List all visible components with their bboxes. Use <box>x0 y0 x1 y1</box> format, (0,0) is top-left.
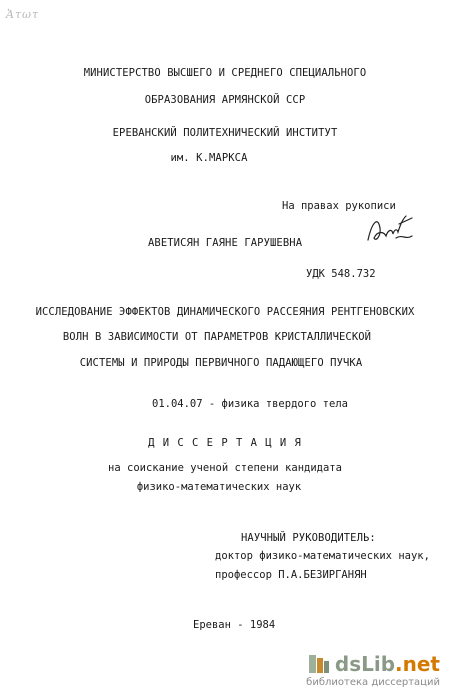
title-line-2: ВОЛН В ЗАВИСИМОСТИ ОТ ПАРАМЕТРОВ КРИСТАЛЛИЧЕСКОЙ <box>62 331 372 343</box>
rights-note: На правах рукописи <box>282 200 396 212</box>
author-name: АВЕТИСЯН ГАЯНЕ ГАРУШЕВНА <box>148 237 303 249</box>
watermark-brand-main: dsLib <box>334 652 396 676</box>
title-line-1: ИССЛЕДОВАНИЕ ЭФФЕКТОВ ДИНАМИЧЕСКОГО РАССЕЯНИЯ РЕНТГЕНОВСКИХ <box>35 306 415 318</box>
udk-code: УДК 548.732 <box>306 268 376 280</box>
degree-line-2: физико-математических наук <box>136 481 302 493</box>
supervisor-name: профессор П.А.БЕЗИРГАНЯН <box>215 569 367 581</box>
handwritten-signature <box>366 212 414 248</box>
ministry-line-1: МИНИСТЕРСТВО ВЫСШЕГО И СРЕДНЕГО СПЕЦИАЛЬНОГО <box>83 67 367 79</box>
document-type: Д И С С Е Р Т А Ц И Я <box>148 437 302 449</box>
watermark-brand <box>306 652 440 676</box>
corner-stamp-mark: Ἁτωτ <box>6 8 40 21</box>
city-year: Ереван - 1984 <box>193 619 276 631</box>
supervisor-degree: доктор физико-математических наук, <box>215 550 430 562</box>
watermark-subtitle: библиотека диссертаций <box>306 677 440 688</box>
ministry-line-2: ОБРАЗОВАНИЯ АРМЯНСКОЙ ССР <box>144 94 306 106</box>
institute-line: ЕРЕВАНСКИЙ ПОЛИТЕХНИЧЕСКИЙ ИНСТИТУТ <box>112 127 338 139</box>
watermark-brand-tld: .net <box>395 652 440 676</box>
watermark <box>306 652 440 688</box>
book-stack-icon <box>307 652 331 676</box>
title-line-3: СИСТЕМЫ И ПРИРОДЫ ПЕРВИЧНОГО ПАДАЮЩЕГО ПУЧКА <box>79 357 363 369</box>
specialty-code: 01.04.07 - физика твердого тела <box>152 398 348 410</box>
supervisor-label: НАУЧНЫЙ РУКОВОДИТЕЛЬ: <box>241 532 376 544</box>
degree-line-1: на соискание ученой степени кандидата <box>108 462 342 474</box>
institute-name-line: им. К.МАРКСА <box>170 152 248 164</box>
